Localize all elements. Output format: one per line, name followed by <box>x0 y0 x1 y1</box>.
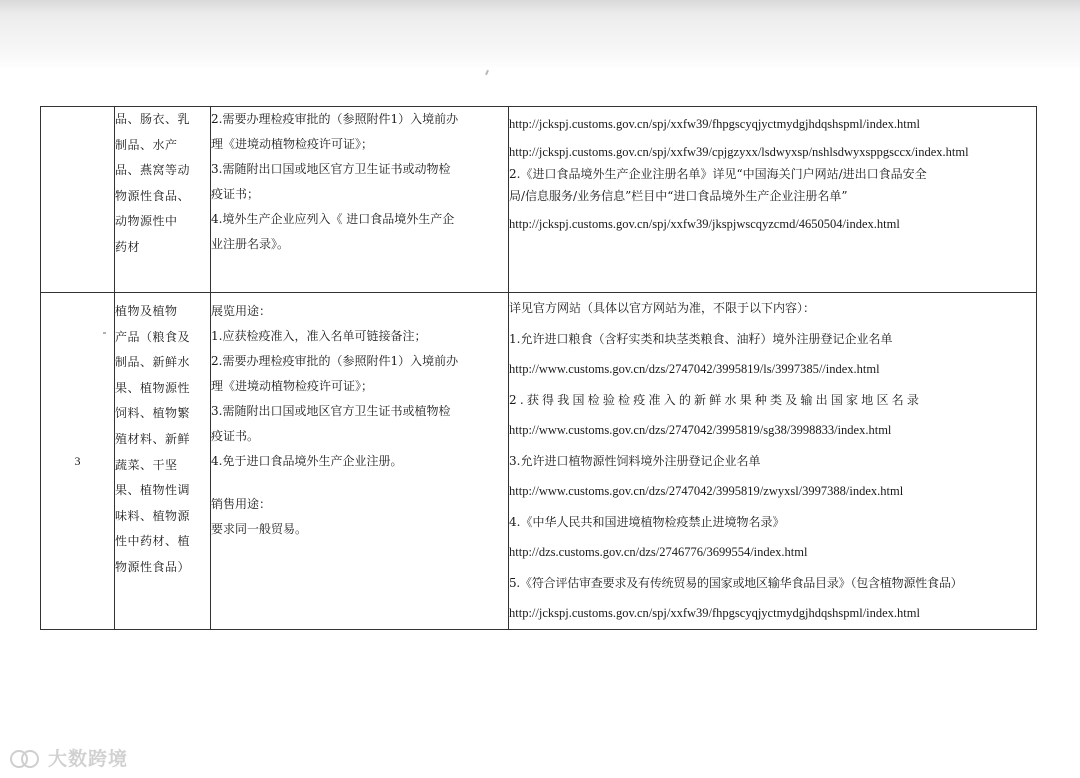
category-line: 果、植物源性 <box>115 380 191 395</box>
reference-link[interactable]: http://jckspj.customs.gov.cn/spj/xxfw39/fhpgscyqjyctmydgjhdqshspml/index.html <box>509 117 920 131</box>
scan-speck <box>485 70 489 75</box>
requirement-line: 理《进境动植物检疫许可证》； <box>211 137 374 151</box>
requirement-line: 2.需要办理检疫审批的（参照附件1）入境前办 <box>211 112 459 126</box>
reference-text: 3.允许进口植物源性饲料境外注册登记企业名单 <box>509 453 761 468</box>
table-row <box>41 293 1037 630</box>
requirement-line: 要求同一般贸易。 <box>211 522 308 536</box>
requirement-line: 4.境外生产企业应列入《 进口食品境外生产企 <box>211 212 455 226</box>
reference-text: 4.《中华人民共和国进境植物检疫禁止进境物名录》 <box>509 514 785 529</box>
category-cell <box>115 293 211 630</box>
category-line: 制品、新鲜水 <box>115 355 191 370</box>
references-cell <box>509 107 1037 293</box>
category-line: 蔬菜、干坚 <box>115 457 178 472</box>
category-line: 物源性食品、 <box>115 188 191 203</box>
requirement-line: 疫证书。 <box>211 429 260 443</box>
category-line: 产品（粮食及 <box>115 329 191 344</box>
requirement-line: 1.应获检疫准入，准入名单可链接备注； <box>211 329 427 343</box>
watermark <box>8 744 128 771</box>
requirement-line: 2.需要办理检疫审批的（参照附件1）入境前办 <box>211 354 459 368</box>
category-line: 味料、植物源 <box>115 508 191 523</box>
requirements-cell <box>211 293 509 630</box>
reference-text: 5.《符合评估审查要求及有传统贸易的国家或地区输华食品目录》（包含植物源性食品） <box>509 575 963 590</box>
category-line: 动物源性中 <box>115 214 178 229</box>
reference-text: 详见官方网站（具体以官方网站为准，不限于以下内容）： <box>509 301 816 315</box>
watermark-text: 大数跨境 <box>48 748 129 770</box>
category-cell <box>115 107 211 293</box>
double-circle-logo-icon <box>8 747 42 769</box>
scan-shadow <box>0 0 1080 70</box>
reference-link[interactable]: http://jckspj.customs.gov.cn/spj/xxfw39/fhpgscyqjyctmydgjhdqshspml/index.html <box>509 606 920 620</box>
category-line: 制品、水产 <box>115 137 178 152</box>
category-line: 殖材料、新鲜 <box>115 431 191 446</box>
reference-link[interactable]: http://www.customs.gov.cn/dzs/2747042/3995819/ls/3997385//index.html <box>509 362 880 376</box>
references-cell <box>509 293 1037 630</box>
row-number-cell <box>41 293 115 630</box>
requirement-line: 4.免于进口食品境外生产企业注册。 <box>211 454 403 468</box>
requirements-cell <box>211 107 509 293</box>
reference-text: 局/信息服务/业务信息”栏目中“进口食品境外生产企业注册名单” <box>509 189 848 203</box>
reference-link[interactable]: http://www.customs.gov.cn/dzs/2747042/3995819/sg38/3998833/index.html <box>509 423 892 437</box>
requirement-line: 疫证书； <box>211 187 260 201</box>
category-line: 饲料、植物繁 <box>115 406 191 421</box>
spacer <box>211 474 508 492</box>
requirement-line: 3.需随附出口国或地区官方卫生证书或动物检 <box>211 162 451 176</box>
category-line: 果、植物性调 <box>115 483 191 498</box>
reference-text: 2.获得我国检验检疫准入的新鲜水果种类及输出国家地区名录 <box>509 392 923 407</box>
requirements-table <box>40 106 1037 630</box>
category-line: 性中药材、植 <box>115 534 191 549</box>
row-number-cell <box>41 107 115 293</box>
category-line: 品、燕窝等动 <box>115 163 191 178</box>
reference-link[interactable]: http://www.customs.gov.cn/dzs/2747042/3995819/zwyxsl/3997388/index.html <box>509 484 904 498</box>
requirement-line: 3.需随附出口国或地区官方卫生证书或植物检 <box>211 404 451 418</box>
reference-text: 2.《进口食品境外生产企业注册名单》详见“中国海关门户网站/进出口食品安全 <box>509 167 927 181</box>
category-line: 植物及植物 <box>115 304 178 318</box>
reference-link[interactable]: http://jckspj.customs.gov.cn/spj/xxfw39/cpjgzyxx/lsdwyxsp/nshlsdwyxsppgsccx/index.html <box>509 145 969 159</box>
reference-text: 1.允许进口粮食（含籽实类和块茎类粮食、油籽）境外注册登记企业名单 <box>509 331 893 346</box>
row-number: 3 <box>74 453 81 468</box>
requirement-line: 销售用途： <box>211 497 272 511</box>
category-line: 药材 <box>115 239 141 254</box>
category-line: 品、肠衣、乳 <box>115 112 191 126</box>
requirement-line: 理《进境动植物检疫许可证》； <box>211 379 374 393</box>
reference-link[interactable]: http://dzs.customs.gov.cn/dzs/2746776/3699554/index.html <box>509 545 808 559</box>
reference-link[interactable]: http://jckspj.customs.gov.cn/spj/xxfw39/jkspjwscqyzcmd/4650504/index.html <box>509 217 900 231</box>
requirement-line: 展览用途： <box>211 304 272 318</box>
requirement-line: 业注册名录》。 <box>211 237 290 251</box>
category-line: 物源性食品） <box>115 559 191 574</box>
table-row <box>41 107 1037 293</box>
